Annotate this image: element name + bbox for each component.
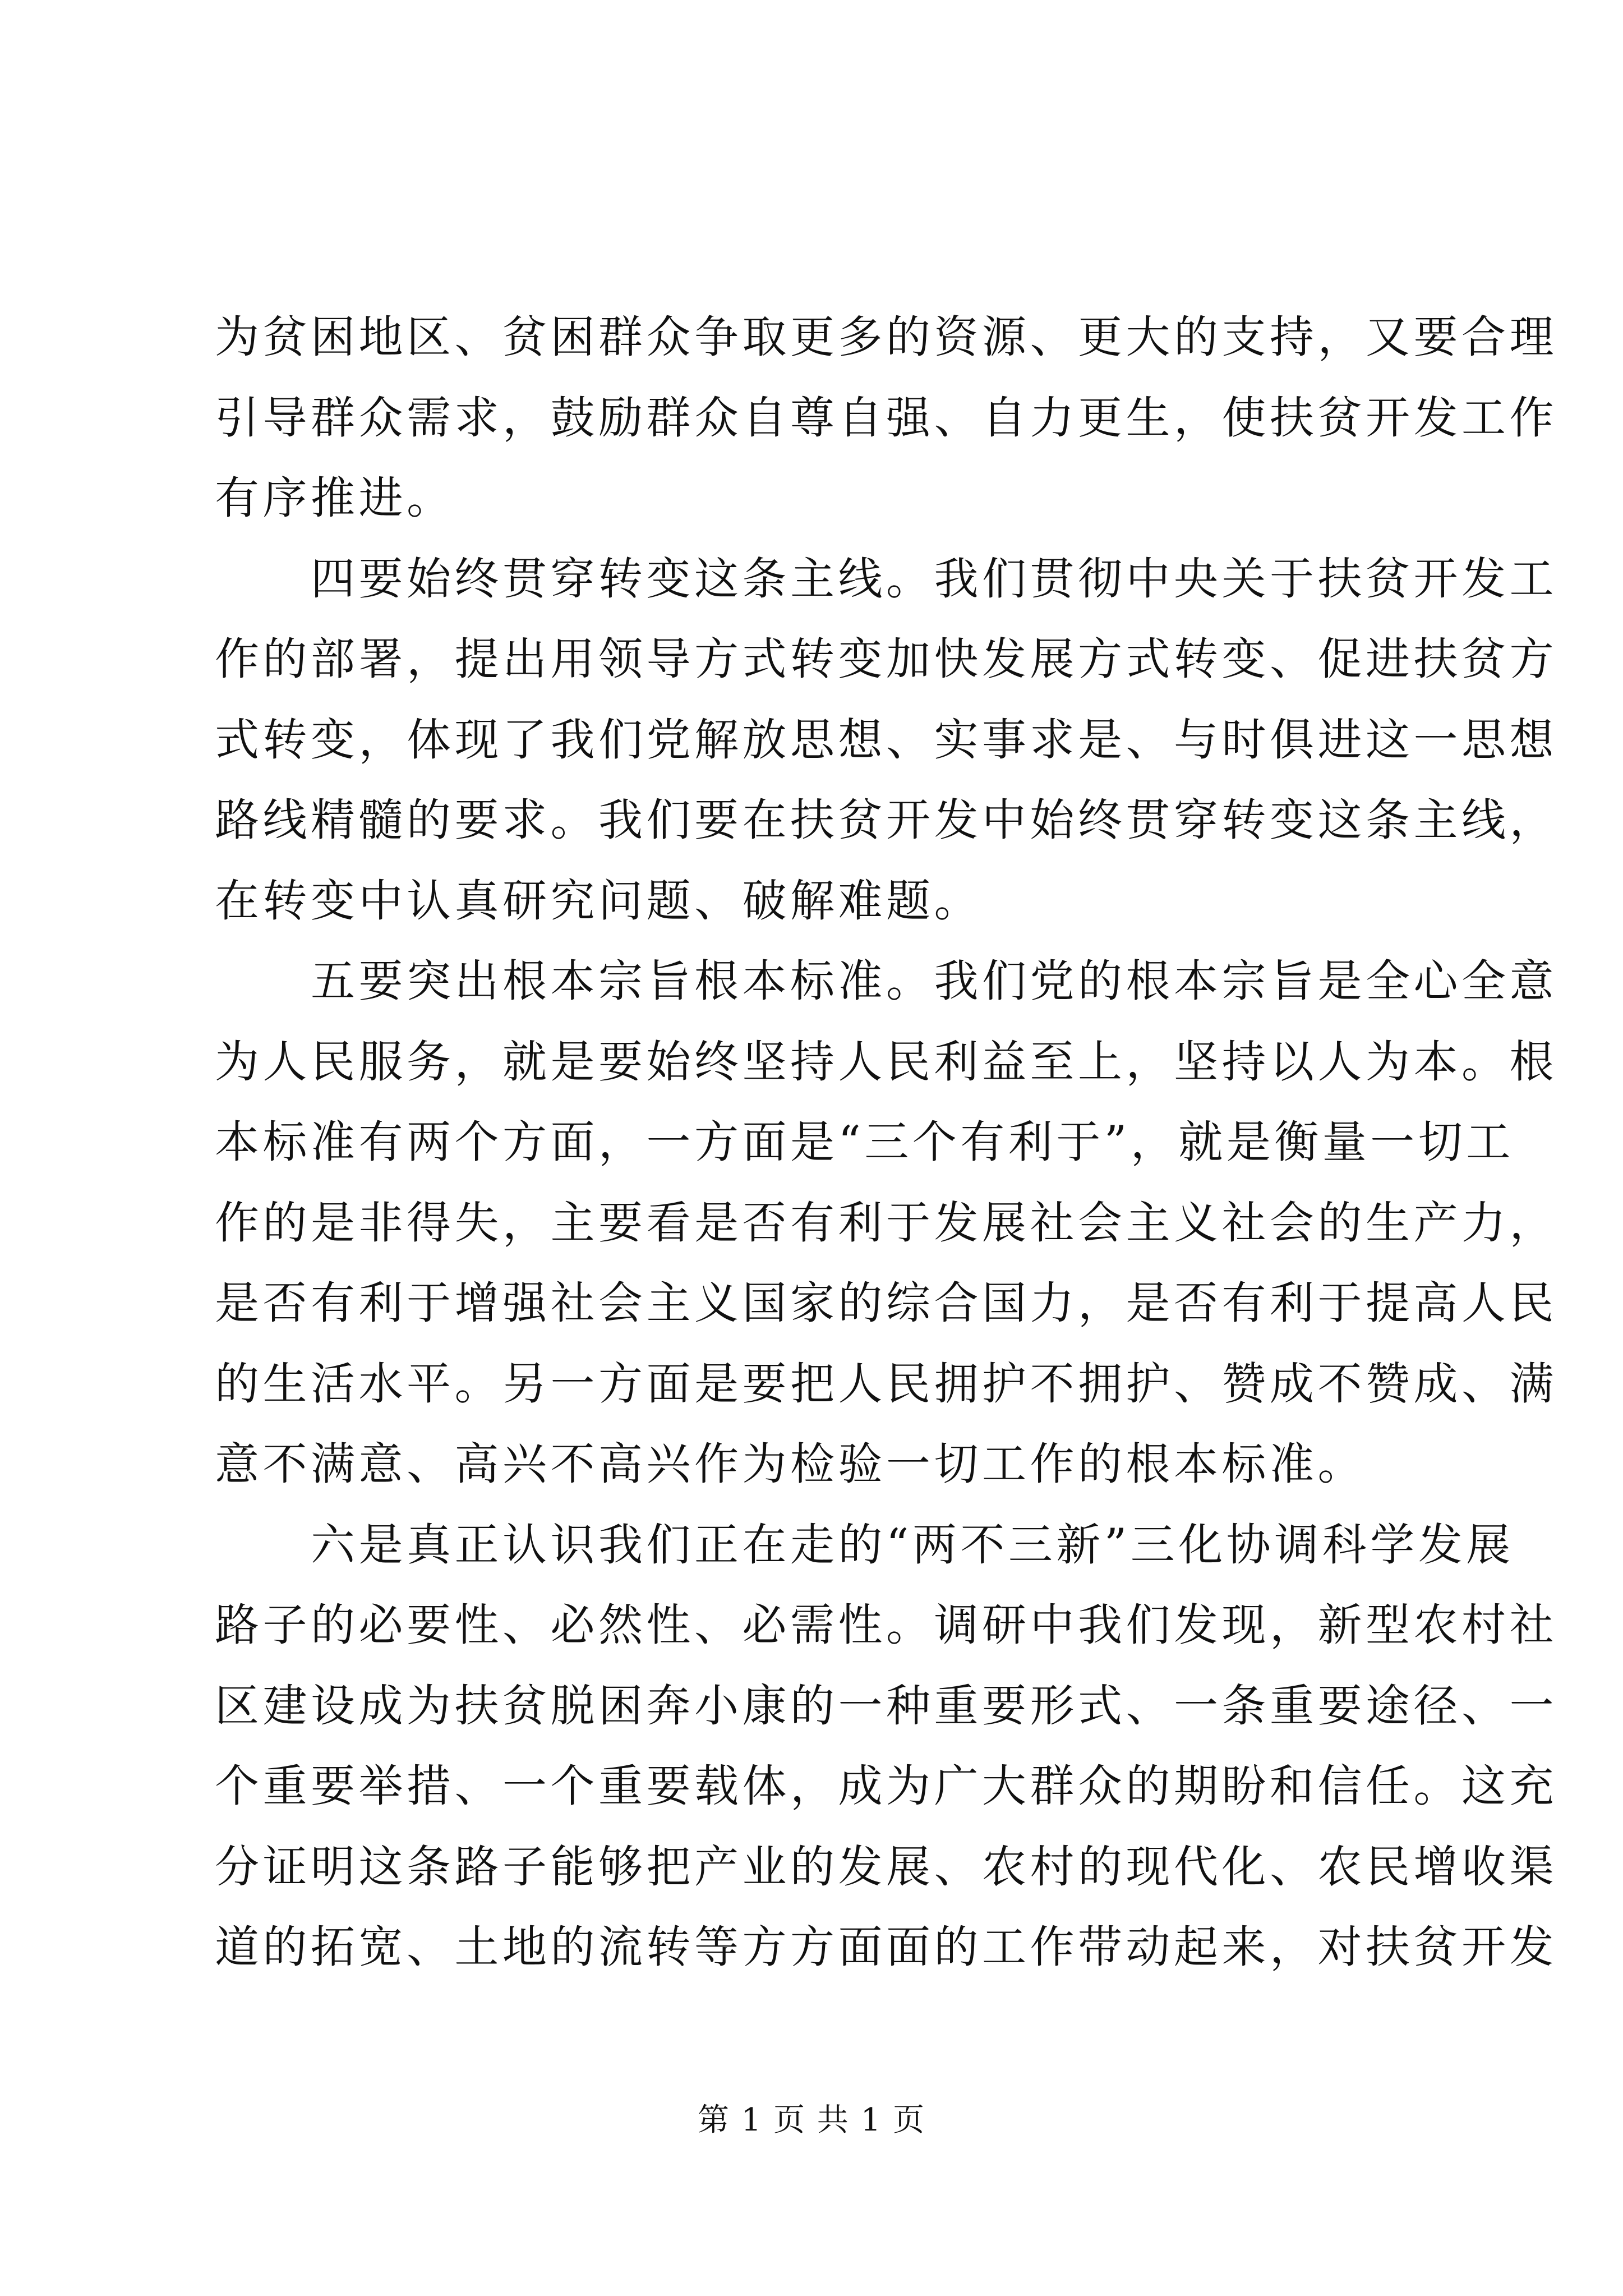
text-line: 式转变，体现了我们党解放思想、实事求是、与时俱进这一思想 xyxy=(215,714,1557,766)
text-line: 路线精髓的要求。我们要在扶贫开发中始终贯穿转变这条主线， xyxy=(215,794,1557,846)
text-line: 意不满意、高兴不高兴作为检验一切工作的根本标准。 xyxy=(215,1438,1366,1490)
text-line: 是否有利于增强社会主义国家的综合国力，是否有利于提高人民 xyxy=(215,1277,1557,1329)
text-line: 有序推进。 xyxy=(215,472,455,524)
page-footer xyxy=(0,2101,1623,2140)
document-body xyxy=(215,297,1557,1980)
text-line: 的生活水平。另一方面是要把人民拥护不拥护、赞成不赞成、满 xyxy=(215,1358,1557,1410)
text-line: 本标准有两个方面，一方面是“三个有利于”，就是衡量一切工 xyxy=(215,1116,1514,1168)
text-line: 分证明这条路子能够把产业的发展、农村的现代化、农民增收渠 xyxy=(215,1841,1557,1893)
text-line: 为贫困地区、贫困群众争取更多的资源、更大的支持，又要合理 xyxy=(215,311,1557,363)
text-line: 作的部署，提出用领导方式转变加快发展方式转变、促进扶贫方 xyxy=(215,633,1557,685)
text-line: 道的拓宽、土地的流转等方方面面的工作带动起来，对扶贫开发 xyxy=(215,1921,1557,1973)
text-line: 个重要举措、一个重要载体，成为广大群众的期盼和信任。这充 xyxy=(215,1760,1557,1812)
text-line: 作的是非得失，主要看是否有利于发展社会主义社会的生产力， xyxy=(215,1197,1557,1249)
text-line: 四要始终贯穿转变这条主线。我们贯彻中央关于扶贫开发工 xyxy=(215,553,1557,605)
text-line: 六是真正认识我们正在走的“两不三新”三化协调科学发展 xyxy=(215,1519,1514,1571)
text-line: 区建设成为扶贫脱困奔小康的一种重要形式、一条重要途径、一 xyxy=(215,1680,1557,1732)
text-line: 在转变中认真研究问题、破解难题。 xyxy=(215,875,982,927)
text-line: 路子的必要性、必然性、必需性。调研中我们发现，新型农村社 xyxy=(215,1599,1557,1651)
text-line: 引导群众需求，鼓励群众自尊自强、自力更生，使扶贫开发工作 xyxy=(215,392,1557,444)
text-line: 五要突出根本宗旨根本标准。我们党的根本宗旨是全心全意 xyxy=(215,955,1557,1007)
page-number-label: 第 1 页 共 1 页 xyxy=(697,2102,926,2138)
text-line: 为人民服务，就是要始终坚持人民利益至上，坚持以人为本。根 xyxy=(215,1036,1557,1088)
